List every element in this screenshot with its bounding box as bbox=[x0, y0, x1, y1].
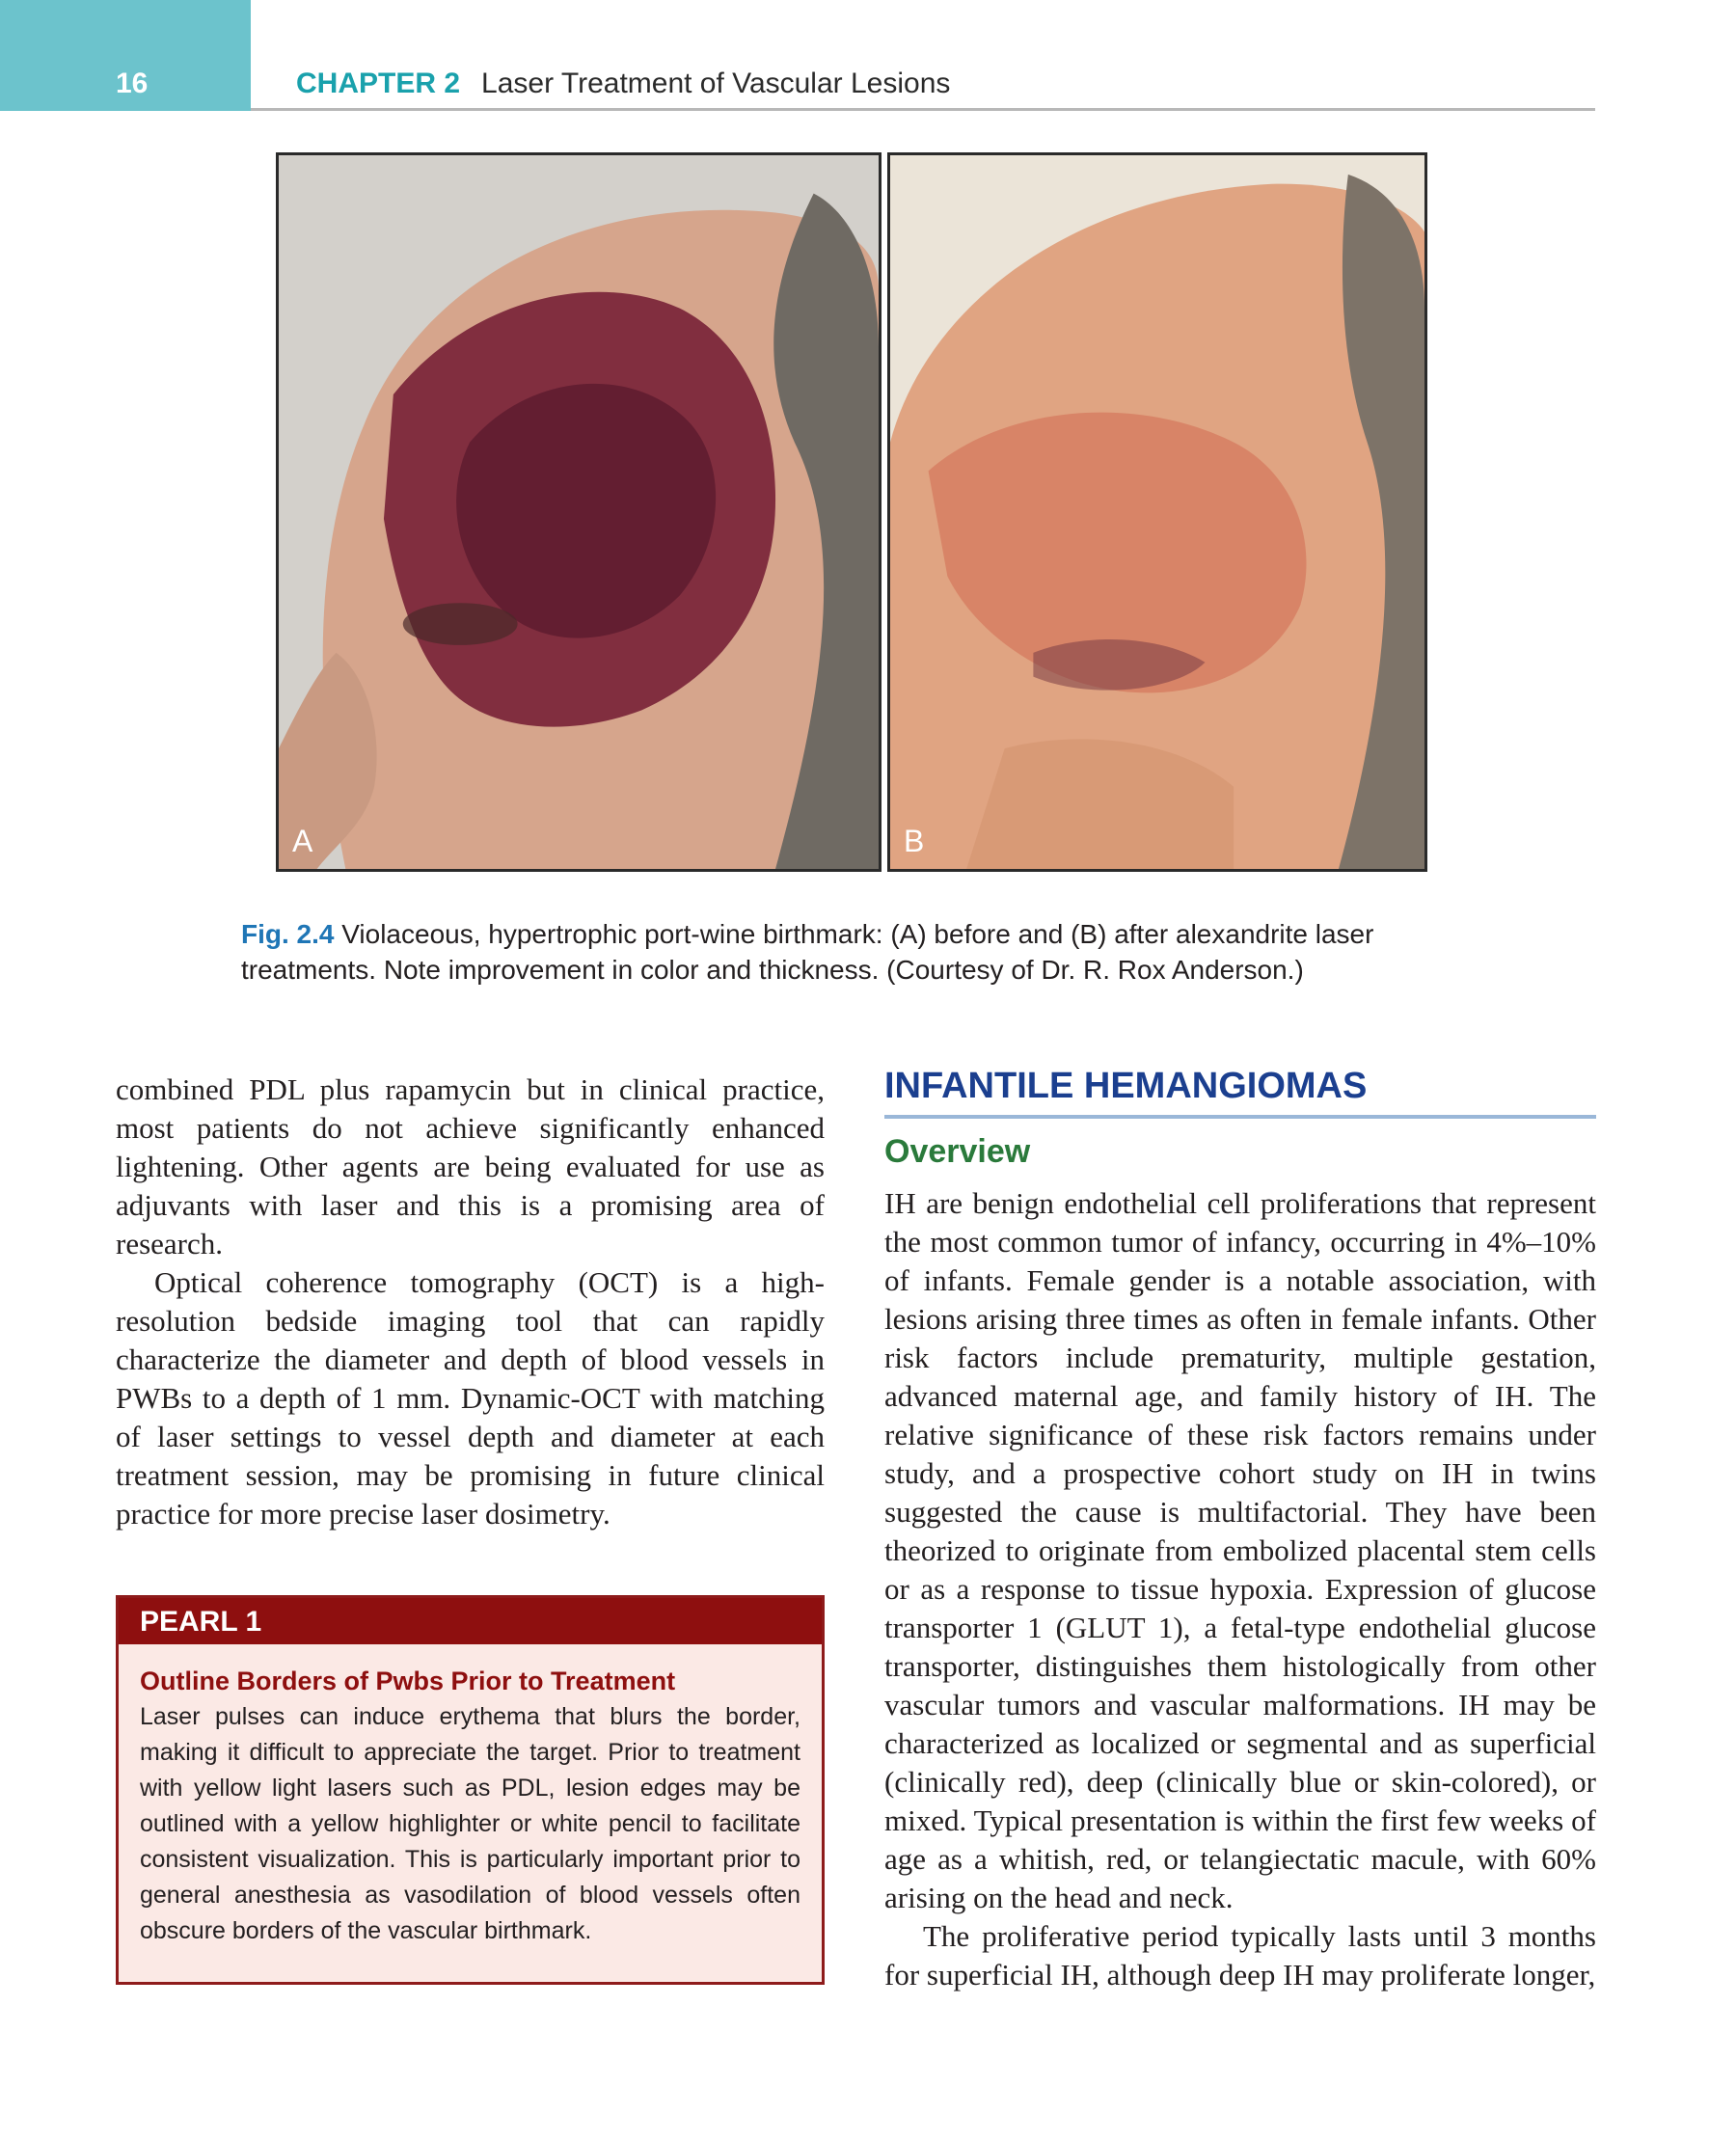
figure-photo-before bbox=[276, 152, 882, 872]
pearl-text: Laser pulses can induce erythema that blurs the border, making it difficult to appreciate the target. Prior to treatment with yellow light lasers such as PDL, lesion edges may be outlined with a yellow highlighter or white pencil to facilitate consistent visualization. This is particularly important prior to general anesthesia as vasodilation of blood vessels often obscure borders of the vascular birthmark. bbox=[140, 1703, 800, 1944]
panel-label-a: A bbox=[292, 824, 313, 858]
figure-label: Fig. 2.4 bbox=[241, 919, 335, 949]
chapter-label: CHAPTER 2 bbox=[296, 68, 461, 99]
chapter-title: Laser Treatment of Vascular Lesions bbox=[481, 68, 951, 99]
right-column bbox=[884, 1065, 1596, 1994]
page-number: 16 bbox=[116, 68, 149, 99]
pearl-body bbox=[119, 1644, 822, 1949]
panel-label-b: B bbox=[904, 824, 925, 858]
face-profile-after-illustration bbox=[890, 155, 1424, 869]
pearl-box bbox=[116, 1595, 825, 1985]
left-paragraph-1: combined PDL plus rapamycin but in clinical practice, most patients do not achieve significantly enhanced lightening. Other agents are being evaluated for use as adjuvants with laser and this is a promising area of research. bbox=[116, 1072, 825, 1260]
face-profile-before-illustration bbox=[279, 155, 879, 869]
figure-caption bbox=[241, 916, 1495, 988]
section-heading: INFANTILE HEMANGIOMAS bbox=[884, 1065, 1596, 1119]
figure-caption-text: Violaceous, hypertrophic port-wine birthmark: (A) before and (B) after alexandrite laser treatments. Note improvement in color and thickness. (Courtesy of Dr. R. Rox Anderson.) bbox=[241, 919, 1374, 985]
right-paragraph-2: The proliferative period typically lasts until 3 months for superficial IH, although deep IH may proliferate longer, bbox=[884, 1919, 1596, 1992]
figure-photo-after bbox=[887, 152, 1427, 872]
pearl-header: PEARL 1 bbox=[119, 1598, 822, 1644]
pearl-title: Outline Borders of Pwbs Prior to Treatment bbox=[140, 1667, 676, 1695]
subheading: Overview bbox=[884, 1133, 1031, 1170]
left-column bbox=[116, 1070, 825, 1533]
running-head bbox=[296, 68, 950, 100]
right-paragraph-1: IH are benign endothelial cell proliferations that represent the most common tumor of infancy, occurring in 4%–10% of infants. Female gender is a notable association, with lesions arising three times as often in female infants. Other risk factors include prematurity, multiple gestation, advanced maternal age, and family history of IH. The relative significance of these risk factors remains under study, and a prospective cohort study on IH in twins suggested the cause is multifactorial. They have been theorized to originate from embolized placental stem cells or as a response to tissue hypoxia. Expression of glucose transporter 1 (GLUT 1), a fetal-type endothelial glucose transporter, distinguishes them histologically from other vascular tumors and vascular malformations. IH may be characterized as localized or segmental and as superficial (clinically red), deep (clinically blue or skin-colored), or mixed. Typical presentation is within the first few weeks of age as a whitish, red, or telangiectatic macule, with 60% arising on the head and neck. bbox=[884, 1186, 1596, 1914]
header-rule bbox=[251, 108, 1595, 111]
left-paragraph-2: Optical coherence tomography (OCT) is a high-resolution bedside imaging tool that can rapidly characterize the diameter and depth of blood vessels in PWBs to a depth of 1 mm. Dynamic-OCT with matching of laser settings to vessel depth and diameter at each treatment session, may be promising in future clinical practice for more precise laser dosimetry. bbox=[116, 1265, 825, 1531]
